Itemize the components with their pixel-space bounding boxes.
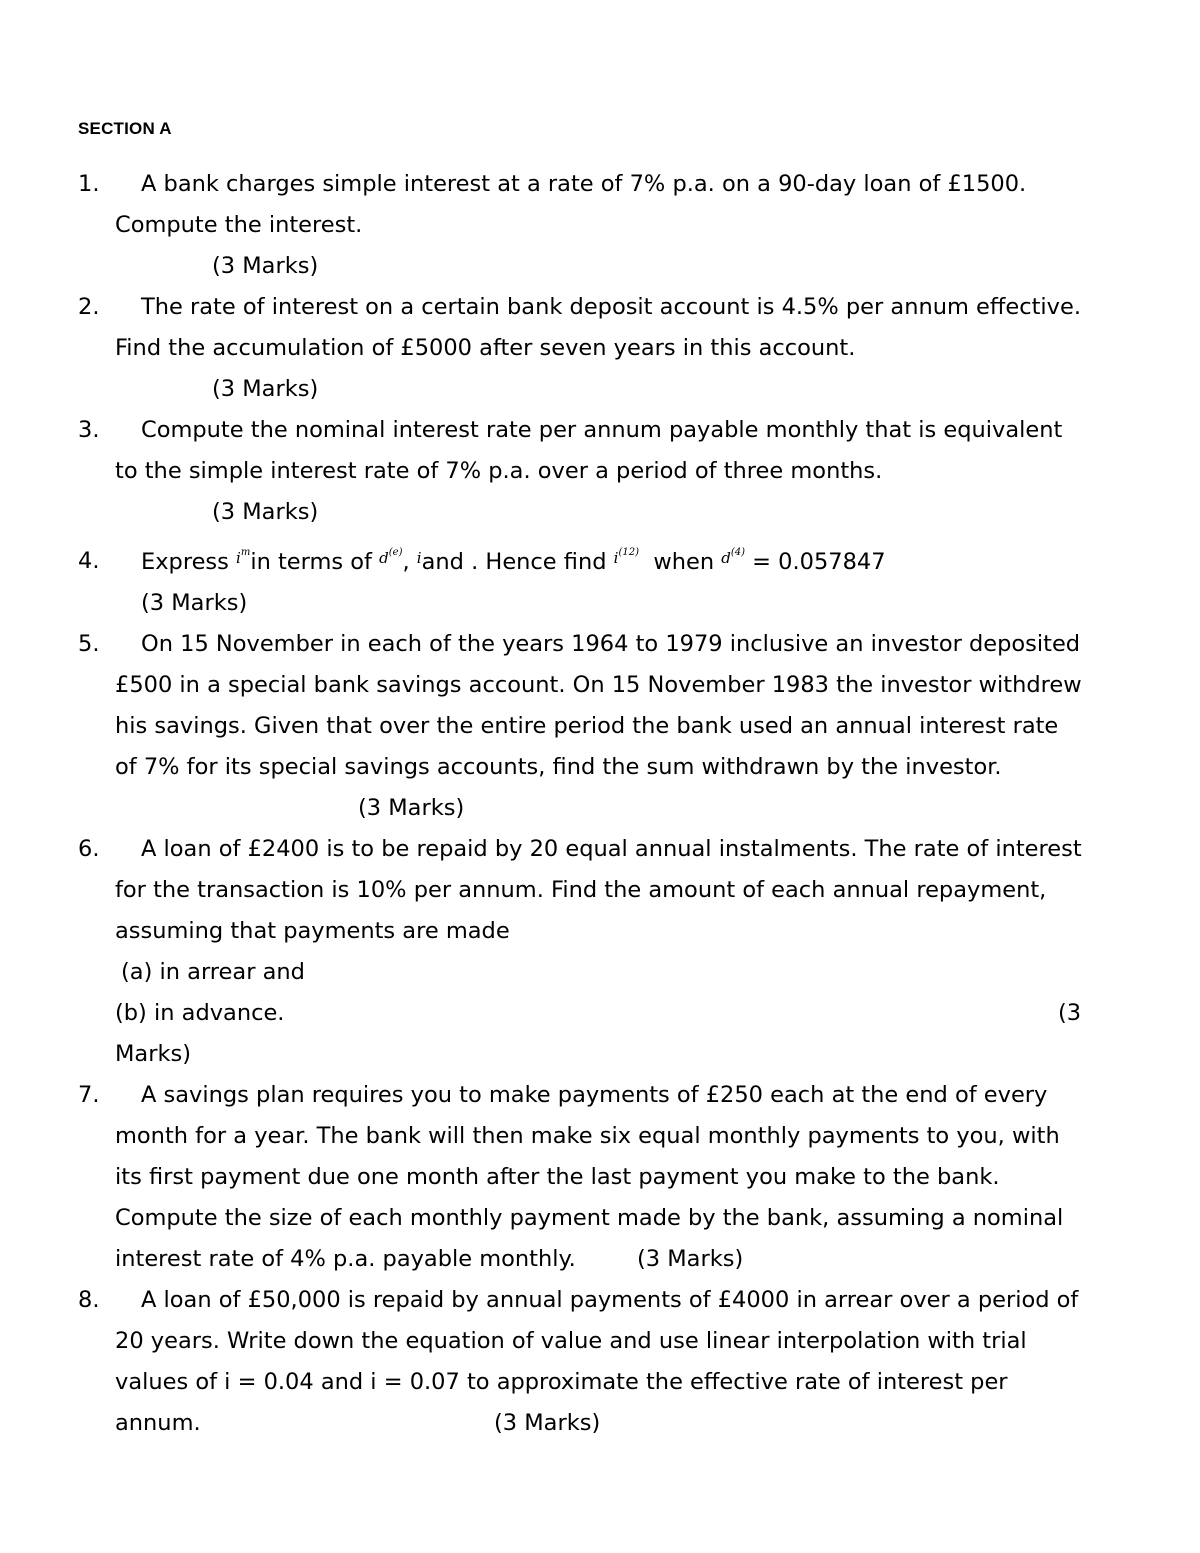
question-text: month for a year. The bank will then make six equal monthly payments to you, with (115, 1123, 1060, 1149)
question-text: On 15 November in each of the years 1964 to 1979 inclusive an investor deposited (141, 631, 1081, 657)
question-text: his savings. Given that over the entire period the bank used an annual interest rate (115, 713, 1059, 739)
question-text: assuming that payments are made (115, 918, 510, 944)
question-text: (b) in advance. (115, 1000, 285, 1026)
math-i: i (416, 549, 422, 567)
question-text: (a) in arrear and (121, 959, 305, 985)
question-text (141, 546, 886, 579)
question-text: A loan of £2400 is to be repaid by 20 equal annual instalments. The rate of interest (141, 836, 1082, 862)
question-text: Compute the size of each monthly payment made by the bank, assuming a nominal (115, 1205, 1064, 1231)
question-text: The rate of interest on a certain bank deposit account is 4.5% per annum effective. (141, 294, 1081, 320)
question-number: 1. (78, 171, 100, 197)
section-title: SECTION A (78, 119, 172, 138)
text-fragment: , (402, 549, 410, 575)
question-text: annum. (115, 1410, 201, 1436)
question-text: interest rate of 4% p.a. payable monthly. (115, 1246, 576, 1272)
question-number: 7. (78, 1082, 100, 1108)
marks-label: (3 Marks) (212, 499, 319, 525)
question-text: 20 years. Write down the equation of value and use linear interpolation with trial (115, 1328, 1027, 1354)
marks-label: (3 Marks) (212, 253, 319, 279)
text-fragment: Express (141, 549, 229, 575)
question-number: 6. (78, 836, 100, 862)
question-text: Compute the nominal interest rate per annum payable monthly that is equivalent (141, 417, 1063, 443)
math-i-12: i(12) (613, 547, 639, 567)
marks-label: (3 Marks) (358, 795, 465, 821)
question-number: 4. (78, 548, 100, 574)
marks-label: (3 Marks) (141, 590, 248, 616)
question-text: its first payment due one month after the last payment you make to the bank. (115, 1164, 1000, 1190)
marks-label: (3 Marks) (637, 1246, 744, 1272)
question-text: values of i = 0.04 and i = 0.07 to approximate the effective rate of interest per (115, 1369, 1008, 1395)
text-fragment: when (653, 549, 715, 575)
question-text: A savings plan requires you to make payments of £250 each at the end of every (141, 1082, 1048, 1108)
marks-label: (3 (1058, 1000, 1082, 1026)
question-number: 5. (78, 631, 100, 657)
question-number: 3. (78, 417, 100, 443)
math-d-4: d(4) (721, 547, 746, 567)
question-text: £500 in a special bank savings account. On 15 November 1983 the investor withdrew (115, 672, 1082, 698)
question-number: 8. (78, 1287, 100, 1313)
question-text: A loan of £50,000 is repaid by annual payments of £4000 in arrear over a period of (141, 1287, 1079, 1313)
text-fragment: in terms of (250, 549, 372, 575)
question-text: A bank charges simple interest at a rate of 7% p.a. on a 90-day loan of £1500. (141, 171, 1027, 197)
marks-label: (3 Marks) (212, 376, 319, 402)
question-text: Find the accumulation of £5000 after seven years in this account. (115, 335, 856, 361)
text-fragment: and . Hence find (421, 549, 607, 575)
marks-label: (3 Marks) (494, 1410, 601, 1436)
question-text: of 7% for its special savings accounts, find the sum withdrawn by the investor. (115, 754, 1002, 780)
question-text: for the transaction is 10% per annum. Find the amount of each annual repayment, (115, 877, 1047, 903)
math-i-m: im (236, 547, 251, 567)
marks-label: Marks) (115, 1041, 191, 1067)
question-number: 2. (78, 294, 100, 320)
math-d-e: d(e) (379, 547, 403, 567)
question-text: Compute the interest. (115, 212, 363, 238)
question-text: to the simple interest rate of 7% p.a. over a period of three months. (115, 458, 883, 484)
text-fragment: = 0.057847 (752, 549, 886, 575)
